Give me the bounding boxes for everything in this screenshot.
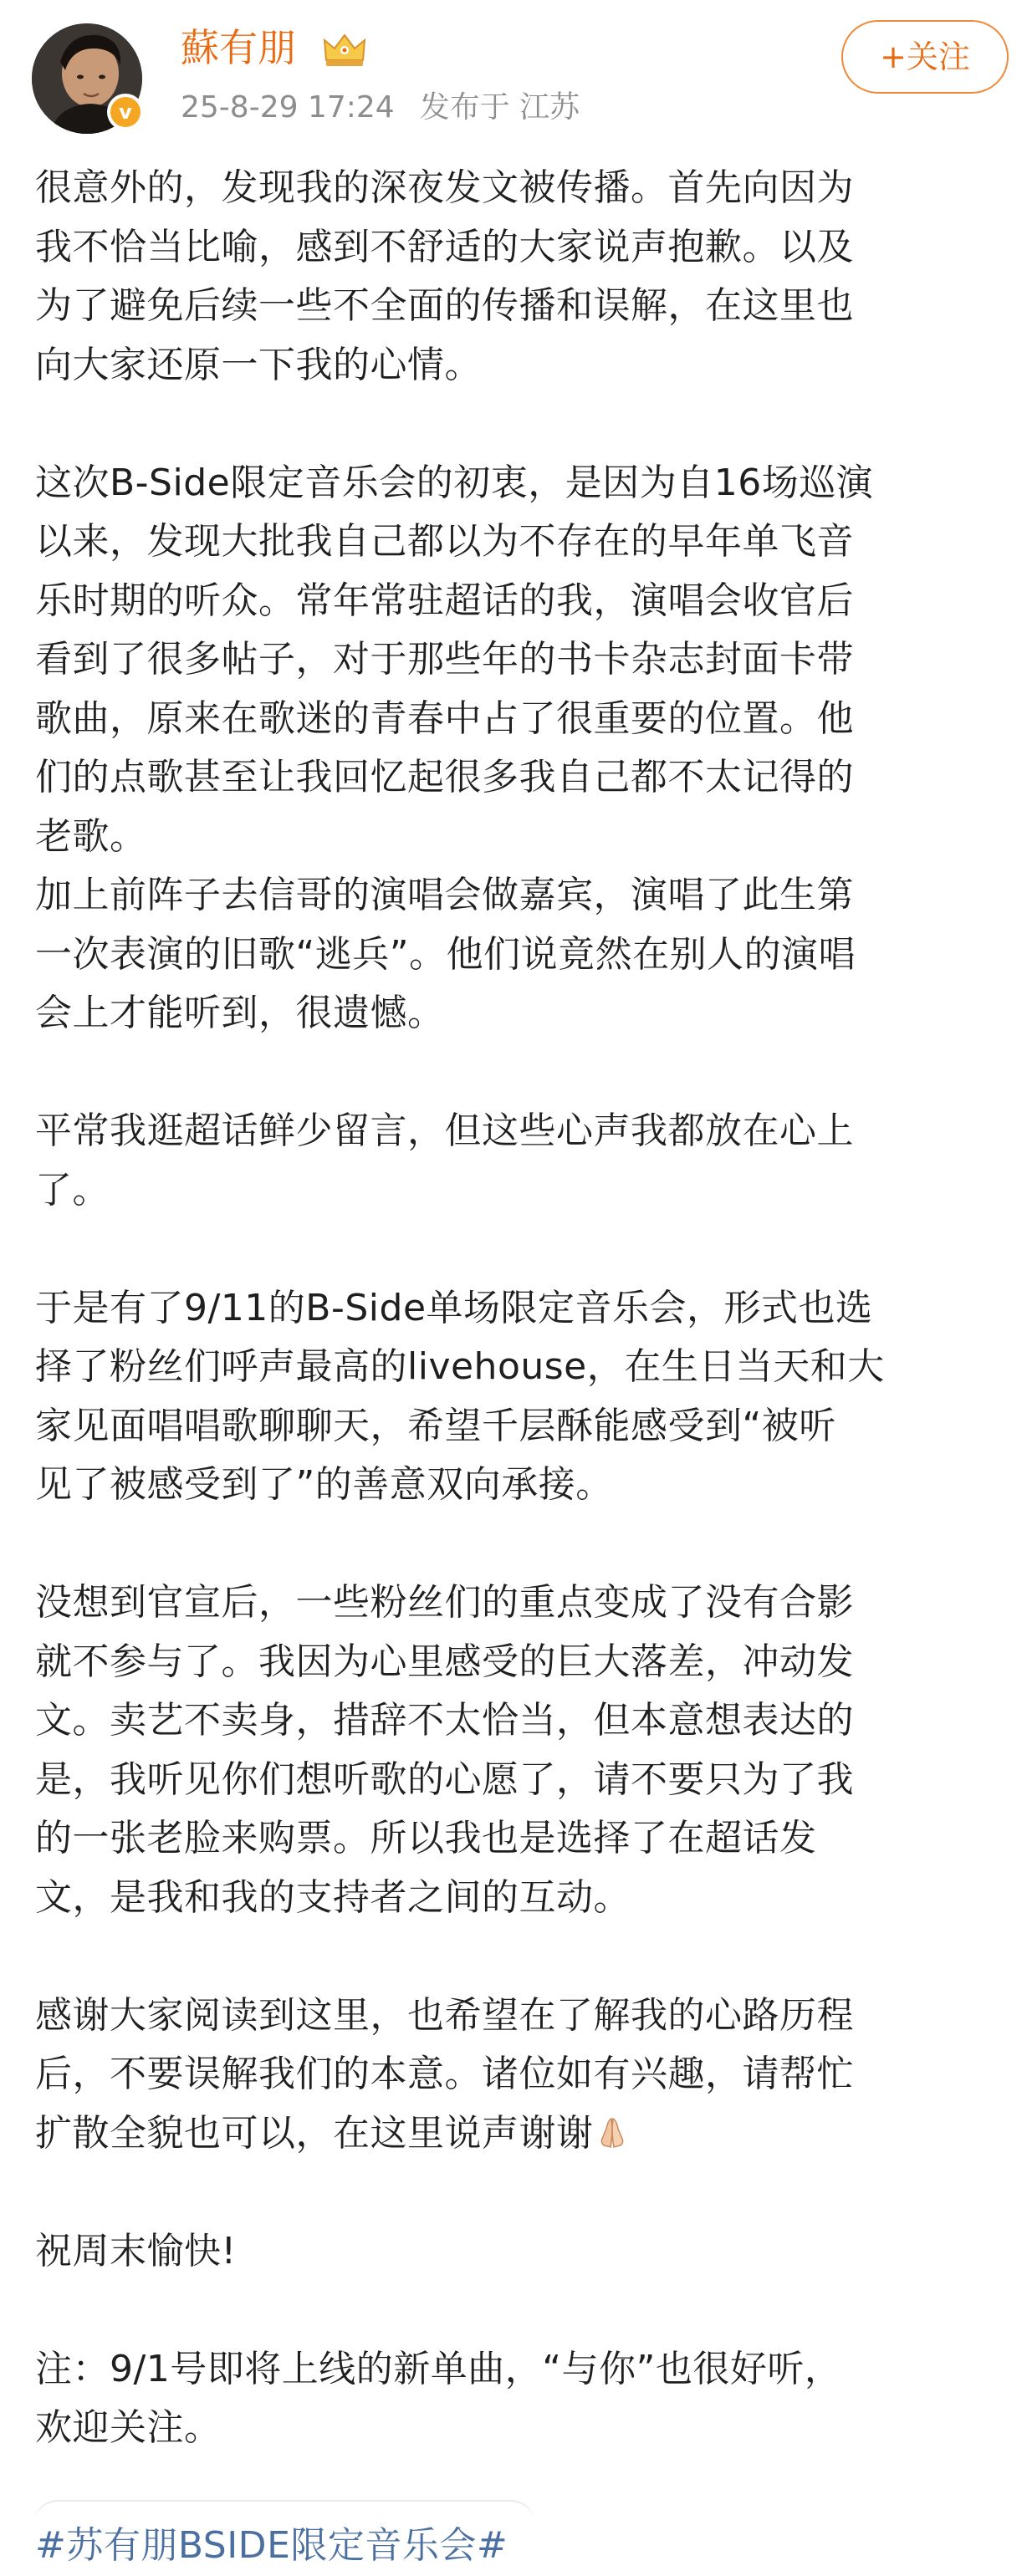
text-segment: 扩散全貌也可以，在这里说声谢谢: [35, 2111, 594, 2155]
text-line: 会上才能听到，很遗憾。: [35, 992, 445, 1034]
text-line: 平常我逛超话鲜少留言，但这些心声我都放在心上: [35, 1109, 854, 1152]
text-line: 欢迎关注。: [35, 2406, 222, 2449]
post-paragraph-4: [35, 1279, 997, 1574]
post-meta: [181, 87, 605, 129]
text-line: 老歌。: [35, 814, 147, 858]
post-paragraph-3: [35, 1102, 997, 1279]
text-line: 没想到官宣后，一些粉丝们的重点变成了没有合影: [35, 1581, 854, 1624]
text-line: [35, 2104, 997, 2164]
author-name[interactable]: 蘇有朋: [181, 25, 296, 70]
text-line: 为了避免后续一些不全面的传播和误解，在这里也: [35, 284, 854, 327]
text-line: 后，不要误解我们的本意。诸位如有兴趣，请帮忙: [35, 2053, 854, 2095]
post-paragraph-7: [35, 2222, 997, 2340]
text-line: 于是有了9/11的B-Side单场限定音乐会，形式也选: [35, 1286, 873, 1329]
text-line: 看到了很多帖子，对于那些年的书卡杂志封面卡带: [35, 638, 854, 681]
post-content: [35, 159, 997, 2576]
post-source: 发布于 江苏: [419, 90, 580, 125]
text-line: 祝周末愉快!: [35, 2229, 237, 2272]
follow-button[interactable]: +关注: [841, 20, 1009, 94]
text-line: 家见面唱唱歌聊聊天，希望千层酥能感受到“被听: [35, 1404, 836, 1447]
bottom-card-edge: [33, 2500, 535, 2527]
text-line: 文，是我和我的支持者之间的互动。: [35, 1875, 631, 1919]
text-line: 择了粉丝们呼声最高的livehouse，在生日当天和大: [35, 1345, 885, 1388]
text-line: 感谢大家阅读到这里，也希望在了解我的心路历程: [35, 1993, 854, 2037]
post-paragraph-1: [35, 159, 997, 454]
text-line: 很意外的，发现我的深夜发文被传播。首先向因为: [35, 166, 854, 209]
topic-hashtag-link[interactable]: #苏有朋BSIDE限定音乐会#: [35, 2524, 508, 2567]
post-header: [0, 0, 1027, 146]
text-line: 注：9/1号即将上线的新单曲，“与你”也很好听，: [35, 2347, 842, 2390]
post-paragraph-8: [35, 2340, 997, 2517]
post-paragraph-5: [35, 1574, 997, 1987]
text-line: 乐时期的听众。常年常驻超话的我，演唱会收官后: [35, 579, 854, 622]
text-line: 就不参与了。我因为心里感受的巨大落差，冲动发: [35, 1640, 854, 1683]
crown-badge-icon[interactable]: [319, 28, 370, 70]
text-line: 的一张老脸来购票。所以我也是选择了在超话发: [35, 1817, 817, 1859]
post-paragraph-2: [35, 454, 997, 1103]
post-paragraph-6: [35, 1987, 997, 2222]
verified-badge-icon: v: [110, 97, 141, 127]
text-line: 见了被感受到了”的善意双向承接。: [35, 1463, 613, 1506]
text-line: 我不恰当比喻，感到不舒适的大家说声抱歉。以及: [35, 225, 854, 268]
praying-hands-emoji: [594, 2109, 631, 2146]
text-line: 歌曲，原来在歌迷的青春中占了很重要的位置。他: [35, 696, 854, 740]
text-line: 加上前阵子去信哥的演唱会做嘉宾，演唱了此生第: [35, 874, 854, 916]
text-line: 文。卖艺不卖身，措辞不太恰当，但本意想表达的: [35, 1699, 854, 1742]
text-line: 是，我听见你们想听歌的心愿了，请不要只为了我: [35, 1757, 854, 1801]
text-line: 们的点歌甚至让我回忆起很多我自己都不太记得的: [35, 756, 854, 798]
text-line: 这次B-Side限定音乐会的初衷，是因为自16场巡演: [35, 461, 874, 504]
text-line: 了。: [35, 1168, 110, 1211]
post-timestamp: 25-8-29 17:24: [181, 90, 395, 125]
text-line: 向大家还原一下我的心情。: [35, 343, 482, 386]
text-line: 一次表演的旧歌“逃兵”。他们说竟然在别人的演唱: [35, 932, 856, 976]
text-line: 以来，发现大批我自己都以为不存在的早年单飞音: [35, 520, 854, 563]
verified-badge: [107, 94, 144, 130]
